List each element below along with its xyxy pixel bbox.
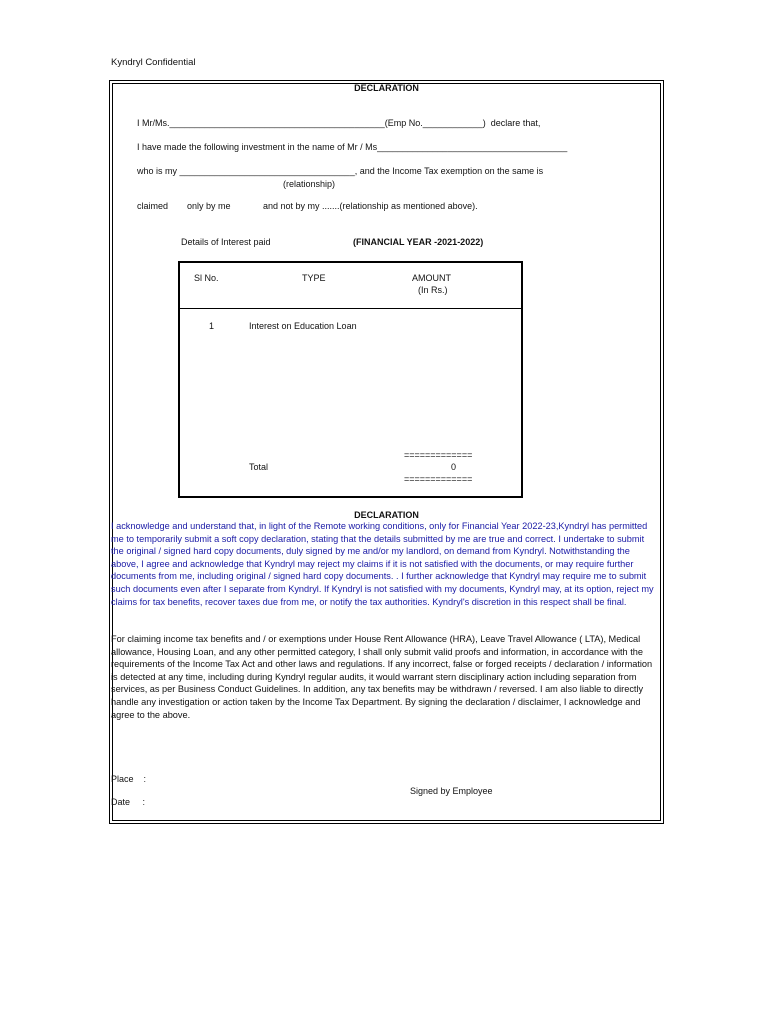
investment-line: I have made the following investment in the name of Mr / Ms______________________________________ [137, 142, 568, 152]
only-by-me-label: only by me [187, 201, 231, 211]
claimed-label: claimed [137, 201, 169, 211]
date-label: Date : [111, 797, 146, 807]
total-label: Total [249, 462, 269, 472]
row-type: Interest on Education Loan [249, 321, 357, 331]
col-header-amount-unit: (In Rs.) [418, 285, 448, 295]
declaration-black-paragraph [111, 633, 656, 721]
declaration-blue-paragraph [111, 520, 656, 608]
signed-by-employee-label: Signed by Employee [410, 786, 493, 796]
interest-table [178, 261, 523, 498]
row-slno: 1 [209, 321, 215, 331]
name-line: I Mr/Ms.___________________________________________(Emp No.____________) declare that, [137, 118, 541, 128]
not-by-my-label: and not by my .......(relationship as mentioned above). [263, 201, 478, 211]
relationship-caption: (relationship) [283, 179, 336, 189]
total-value: 0 [451, 462, 457, 472]
declaration-title: DECLARATION [354, 510, 419, 520]
confidential-label: Kyndryl Confidential [111, 57, 196, 68]
col-header-slno: Sl No. [194, 273, 219, 283]
total-separator-bottom: ============= [404, 474, 473, 484]
declaration-blue-text: I acknowledge and understand that, in light of the Remote working conditions, only for Financial Year 2022-23,Kyndryl has permitted me to temporarily submit a soft copy declaration, stating that the details submitted by me are true and correct. I undertake to submit the original / signed hard copy documents, duly signed by me and/or my landlord, on demand from Kyndryl. Notwithstanding the above, I agree and acknowledge that Kyndryl may reject my claims if it is not satisfied with the documents, or may require further documents from me, including original / signed hard copy documents. . I further acknowledge that Kyndryl may require me to submit such documents even after I separate from Kyndryl. If Kyndryl is not satisfied with my documents, Kyndryl may, at its option, reject my claims for tax benefits, recover taxes due from me, or notify the tax authorities. Kyndryl's discretion in this respect shall be final. [111, 521, 654, 607]
table-header-divider [178, 308, 523, 309]
relationship-line: who is my ___________________________________, and the Income Tax exemption on the same is [137, 166, 544, 176]
col-header-type: TYPE [302, 273, 326, 283]
col-header-amount: AMOUNT [412, 273, 451, 283]
total-separator-top: ============= [404, 450, 473, 460]
declaration-black-text: For claiming income tax benefits and / or exemptions under House Rent Allowance (HRA), Leave Travel Allowance ( LTA), Medical allowance, Housing Loan, and any other permitted category, I shall only submit valid proofs and information, in accordance with the requirements of the Income Tax Act and other laws and regulations. If any incorrect, false or forged receipts / declaration / information is detected at any time, including during Kyndryl regular audits, it would warrant stern disciplinary action including separation from services, as per Business Conduct Guidelines. In addition, any tax benefits may be withdrawn / reversed. I am also liable to directly handle any investigation or action taken by the Income Tax Department. By signing the declaration / disclaimer, I acknowledge and agree to the above. [111, 634, 653, 720]
details-label: Details of Interest paid [181, 237, 271, 247]
form-title: DECLARATION [354, 83, 419, 93]
financial-year-label: (FINANCIAL YEAR -2021-2022) [353, 237, 484, 247]
place-label: Place : [111, 774, 147, 784]
